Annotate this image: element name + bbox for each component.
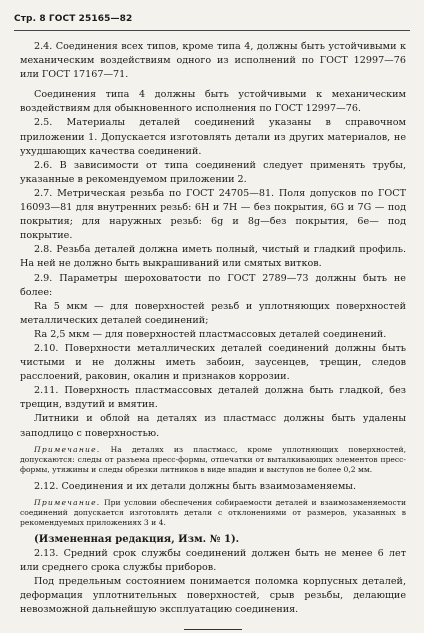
- paragraph-2-5: 2.5. Материалы деталей соединений указаны в справочном приложении 1. Допускается изготовлять детали из других материалов, не ухудшающих качества соединений.: [20, 117, 406, 157]
- paragraph-2-9: 2.9. Параметры шероховатости по ГОСТ 2789—73 должны быть не более:: [20, 272, 406, 298]
- revision-note: (Измененная редакция, Изм. № 1).: [34, 533, 240, 545]
- paragraph-2-11-sprues: Литники и облой на деталях из пластмасс должны быть удалены заподлицо с поверхностью.: [20, 413, 406, 439]
- note-text: При условии обеспечения собираемости деталей и взаимозаменяемости соединений допускается изготовлять детали с отклонениями от размеров, указанных в рекомендуемых приложениях 3 и 4.: [20, 497, 407, 528]
- note-label: Примечание.: [34, 444, 101, 454]
- note-plastics: [20, 445, 406, 476]
- paragraph-2-10: 2.10. Поверхности металлических деталей соединений должны быть чистыми и не должны иметь забоин, заусенцев, трещин, следов расслоений, раковин, окалин и признаков коррозии.: [20, 342, 406, 383]
- paragraph-2-12: 2.12. Соединения и их детали должны быть взаимозаменяемы.: [34, 480, 356, 492]
- document-body: [20, 40, 406, 630]
- paragraph-2-13: 2.13. Средний срок службы соединений должен быть не менее 6 лет или среднего срока службы приборов.: [20, 547, 406, 573]
- paragraph-2-9-ra5: Ra 5 мкм — для поверхностей резьб и уплотняющих поверхностей металлических деталей соединений;: [20, 300, 406, 326]
- paragraph-limit-state: Под предельным состоянием понимается поломка корпусных деталей, деформация уплотнительных поверхностей, срыв резьбы, делающие невозможной дальнейшую эксплуатацию соединения.: [20, 575, 406, 615]
- paragraph-2-7: 2.7. Метрическая резьба по ГОСТ 24705—81. Поля допусков по ГОСТ 16093—81 для внутренних резьб: 6H и 7H — без покрытия, 6G и 7G — под покрытия; для наружных резьб: 6g и 8g—без покрытия, 6e— под покрытие.: [20, 187, 406, 242]
- page-header: Стр. 8 ГОСТ 25165—82: [14, 14, 133, 24]
- paragraph-2-4: 2.4. Соединения всех типов, кроме типа 4, должны быть устойчивыми к механическим воздействиям одного из исполнений по ГОСТ 12997—76 или ГОСТ 17167—71.: [20, 41, 406, 81]
- note-interchangeability: [20, 498, 406, 529]
- end-rule: [184, 629, 242, 630]
- paragraph-2-9-ra25: Ra 2,5 мкм — для поверхностей пластмассовых деталей соединений.: [34, 328, 387, 340]
- header-rule: [14, 30, 410, 31]
- paragraph-2-6: 2.6. В зависимости от типа соединений следует применять трубы, указанные в рекомендуемом приложении 2.: [20, 159, 406, 185]
- paragraph-2-8: 2.8. Резьба деталей должна иметь полный, чистый и гладкий профиль. На ней не должно быть выкрашиваний или смятых витков.: [20, 244, 406, 270]
- paragraph-2-11: 2.11. Поверхность пластмассовых деталей должна быть гладкой, без трещин, вздутий и вмятин.: [20, 385, 406, 411]
- note-label: Примечание.: [34, 497, 101, 507]
- paragraph-2-4-type4: Соединения типа 4 должны быть устойчивыми к механическим воздействиям для обыкновенного исполнения по ГОСТ 12997—76.: [20, 89, 406, 115]
- note-text: На деталях из пластмасс, кроме уплотняющих поверхностей, допускаются: следы от разъема пресс-формы, отпечатки от выталкивающих элементов пресс-формы, утяжины и следы обрезки литников в виде впадин и выступов не более 0,2 мм.: [20, 444, 406, 475]
